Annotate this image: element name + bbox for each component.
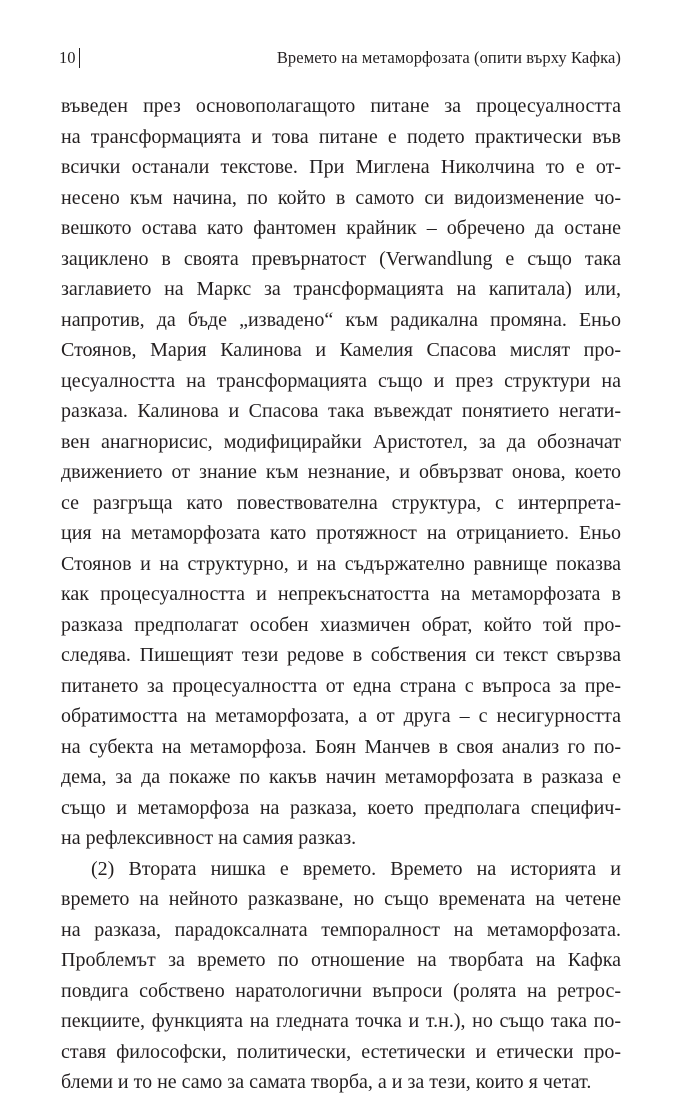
header-divider (79, 48, 80, 68)
text-line: пекциите, функцията на гледната точка и т.н.), но също така по- (61, 1010, 621, 1032)
text-line: напротив, да бъде „извадено“ към радикална промяна. Еньо (61, 308, 621, 331)
text-line: цесуалността на трансформацията също и през структури на (61, 369, 621, 392)
text-line: също и метаморфоза на разказа, което предполага специфич- (61, 796, 621, 819)
text-line: на трансформацията и това питане е подето практически във (61, 125, 621, 148)
text-line: на рефлексивност на самия разказ. (61, 827, 357, 849)
running-header (59, 45, 621, 71)
text-line: движението от знание към незнание, и обвързват онова, което (61, 461, 621, 483)
text-line: разказа предполагат особен хиазмичен обрат, който той про- (61, 613, 621, 636)
text-line: ция на метаморфозата като протяжност на отрицанието. Еньо (61, 522, 621, 544)
text-line: обратимостта на метаморфозата, а от друга – с несигурността (61, 705, 621, 727)
text-line: заглавието на Маркс за трансформацията на капитала) или, (61, 278, 621, 300)
text-line: дема, за да покаже по какъв начин метаморфозата в разказа е (61, 766, 621, 788)
text-line: Стоянов и на структурно, и на съдържателно равнище показва (61, 552, 621, 575)
text-line: зациклено в своята превърнатост (Verwandlung е също така (61, 247, 621, 270)
text-line: ставя философски, политически, естетически и етически про- (61, 1040, 621, 1063)
text-line: всички останали текстове. При Миглена Николчина то е от- (61, 156, 621, 178)
text-line: вешкото остава като фантомен крайник – обречено да остане (61, 217, 621, 239)
text-line: се разгръща като повествователна структура, с интерпрета- (61, 491, 621, 514)
text-line: следява. Пишещият тези редове в собствения си текст свързва (61, 644, 621, 666)
body-text (61, 91, 621, 1098)
page-number: 10 (59, 48, 76, 67)
running-title: Времето на метаморфозата (опити върху Кафка) (276, 48, 621, 67)
text-line: въведен през основополагащото питане за процесуалността (61, 95, 621, 117)
text-line: вен анагнорисис, модифицирайки Аристотел, за да обозначат (61, 430, 621, 453)
text-line: Проблемът за времето по отношение на творбата на Кафка (61, 949, 621, 971)
text-line: блеми и то не само за самата творба, а и за тези, които я четат. (61, 1071, 592, 1093)
text-line: на разказа, парадоксалната темпоралност на метаморфозата. (61, 918, 621, 941)
text-line: несено към начина, по който в самото си видоизменение чо- (61, 186, 621, 209)
text-line: (2) Втората нишка е времето. Времето на историята и (91, 857, 621, 880)
text-line: Стоянов, Мария Калинова и Камелия Спасова мислят про- (61, 339, 621, 361)
text-line: на субекта на метаморфоза. Боян Манчев в своя анализ го по- (61, 735, 621, 758)
text-line: как процесуалността и непрекъснатостта на метаморфозата в (61, 583, 621, 605)
text-line: повдига собствено наратологични въпроси (ролята на ретрос- (61, 979, 621, 1002)
text-line: времето на нейното разказване, но също времената на четене (61, 888, 621, 910)
text-line: питането за процесуалността от една страна с въпроса за пре- (61, 674, 621, 697)
text-line: разказа. Калинова и Спасова така въвеждат понятието негати- (61, 400, 621, 422)
